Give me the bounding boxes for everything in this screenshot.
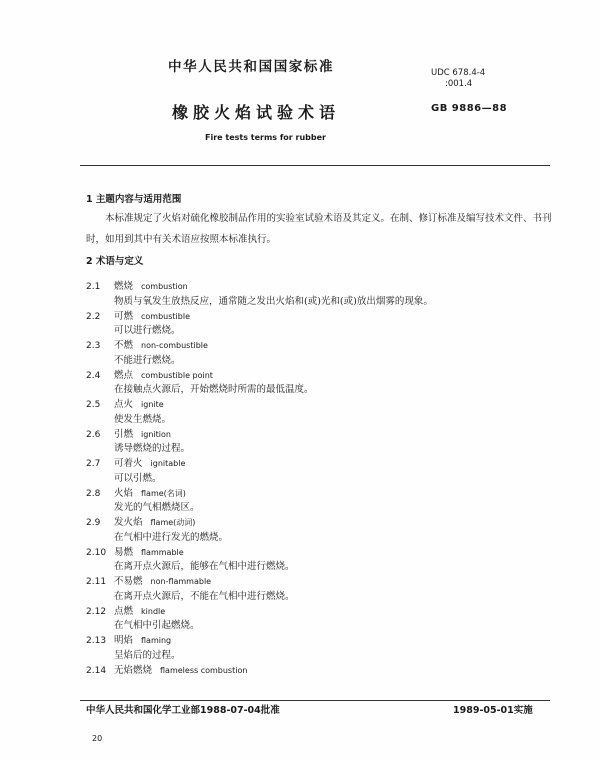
national-standard-heading: 中华人民共和国国家标准 xyxy=(168,59,335,75)
term-english: ignite xyxy=(141,400,164,409)
term-chinese: 发火焰 xyxy=(114,517,143,528)
term-definition: 在离开点火源后，不能在气相中进行燃烧。 xyxy=(114,590,295,602)
term-definition: 在气相中引起燃烧。 xyxy=(114,620,200,631)
term-chinese: 点火 xyxy=(114,399,134,410)
term-row xyxy=(86,514,195,528)
term-row xyxy=(86,603,165,617)
term-number: 2.12 xyxy=(86,606,107,617)
term-chinese: 燃烧 xyxy=(114,281,134,292)
term-definition: 在接触点火源后，开始燃烧时所需的最低温度。 xyxy=(114,384,314,395)
bottom-rule xyxy=(80,700,550,701)
term-chinese: 燃点 xyxy=(114,369,134,381)
term-row xyxy=(86,278,188,292)
gb-code: GB 9886—88 xyxy=(431,103,508,114)
term-english: flame(动词) xyxy=(150,518,196,527)
term-definition: 呈焰后的过程。 xyxy=(114,649,181,661)
section-1-body: 本标准规定了火焰对硫化橡胶制品作用的实验室试验术语及其定义。在制、修订标准及编写技术文件、书刊时，如用到其中有关术语应按照本标准执行。 xyxy=(86,213,552,245)
approval-line: 中华人民共和国化学工业部1988-07-04批准 xyxy=(86,705,280,716)
term-number: 2.9 xyxy=(86,518,101,528)
term-definition: 在气相中进行发光的燃烧。 xyxy=(114,531,229,543)
page-number: 20 xyxy=(92,734,103,743)
term-definition: 使发生燃烧。 xyxy=(114,413,172,425)
term-definition: 物质与氧发生放热反应，通常随之发出火焰和(或)光和(或)放出烟雾的现象。 xyxy=(114,295,433,307)
term-chinese: 点燃 xyxy=(114,605,134,617)
term-chinese: 可着火 xyxy=(114,458,143,469)
term-number: 2.5 xyxy=(86,400,101,410)
term-definition: 不能进行燃烧。 xyxy=(114,354,181,366)
term-definition: 可以进行燃烧。 xyxy=(114,325,181,336)
term-english: kindle xyxy=(141,606,166,616)
term-english: combustion xyxy=(141,282,188,291)
term-english: flaming xyxy=(141,636,172,645)
term-row xyxy=(86,396,164,410)
term-definition: 发光的气相燃烧区。 xyxy=(114,502,200,513)
term-english: flammable xyxy=(141,547,184,557)
term-definition: 可以引燃。 xyxy=(114,472,162,484)
term-number: 2.10 xyxy=(86,547,107,558)
term-row xyxy=(86,632,171,646)
term-definition: 诱导燃烧的过程。 xyxy=(114,443,191,454)
term-number: 2.4 xyxy=(86,370,101,381)
top-rule xyxy=(80,165,550,166)
term-number: 2.7 xyxy=(86,459,101,469)
term-english: flame(名词) xyxy=(141,488,186,498)
term-chinese: 不易燃 xyxy=(114,576,143,587)
term-row xyxy=(86,367,213,381)
term-definition: 在离开点火源后，能够在气相中进行燃烧。 xyxy=(114,561,295,572)
term-row xyxy=(86,455,185,469)
term-chinese: 火焰 xyxy=(114,487,134,499)
term-english: ignition xyxy=(141,429,171,439)
udc-code xyxy=(431,68,485,90)
term-chinese: 可燃 xyxy=(114,310,134,322)
term-number: 2.2 xyxy=(86,311,101,322)
term-row xyxy=(86,337,208,351)
term-number: 2.14 xyxy=(86,665,107,676)
term-chinese: 无焰燃烧 xyxy=(114,664,153,676)
term-row xyxy=(86,426,171,440)
udc-line-2: :001.4 xyxy=(445,79,473,89)
term-row xyxy=(86,662,247,676)
term-chinese: 明焰 xyxy=(114,635,134,646)
section-2-heading: 2 术语与定义 xyxy=(86,256,144,267)
section-1-heading: 1 主题内容与适用范围 xyxy=(86,194,182,205)
term-english: ignitable xyxy=(150,459,186,468)
term-number: 2.1 xyxy=(86,282,101,292)
term-row xyxy=(86,485,186,499)
term-number: 2.6 xyxy=(86,429,101,440)
implementation-date: 1989-05-01实施 xyxy=(453,705,533,716)
term-english: non-combustible xyxy=(141,341,208,350)
term-row xyxy=(86,544,184,558)
term-english: combustible xyxy=(141,311,190,321)
term-number: 2.8 xyxy=(86,488,101,499)
term-chinese: 引燃 xyxy=(114,428,134,440)
term-chinese: 易燃 xyxy=(114,546,134,558)
term-row xyxy=(86,308,190,322)
term-number: 2.13 xyxy=(86,636,107,646)
term-number: 2.11 xyxy=(86,577,107,587)
term-number: 2.3 xyxy=(86,341,101,351)
standard-title: 橡胶火焰试验术语 xyxy=(172,103,341,122)
term-chinese: 不燃 xyxy=(114,340,134,351)
term-english: flameless combustion xyxy=(160,665,248,675)
term-row xyxy=(86,573,211,587)
term-english: combustible point xyxy=(141,370,213,380)
udc-line-1: UDC 678.4-4 xyxy=(431,68,486,78)
english-title: Fire tests terms for rubber xyxy=(205,133,326,142)
term-english: non-flammable xyxy=(150,577,212,586)
